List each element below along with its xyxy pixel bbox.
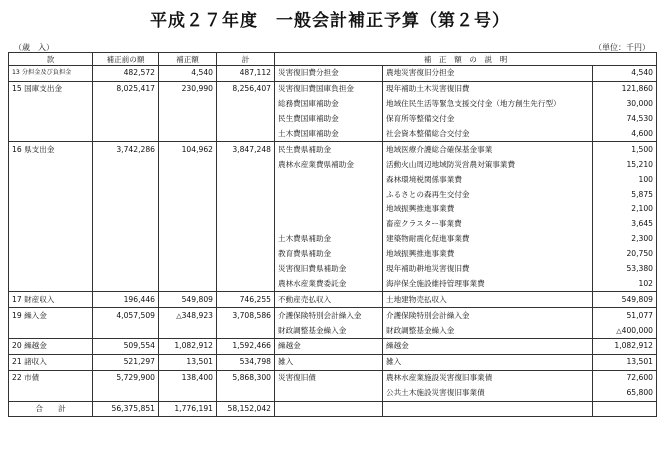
row-detail: 公共土木施設災害復旧事業債 <box>383 386 593 401</box>
row-value <box>593 323 657 338</box>
table-row <box>9 112 657 127</box>
row-value: 5,875 <box>593 187 657 202</box>
row-amount: 549,809 <box>159 292 217 308</box>
row-amount <box>159 157 217 172</box>
row-total: 3,708,586 <box>217 308 275 323</box>
row-item <box>9 202 93 217</box>
negative-mark: △ <box>176 311 182 320</box>
total-total: 58,152,042 <box>217 401 275 417</box>
row-value: 15,210 <box>593 157 657 172</box>
total-empty-cat <box>275 401 383 417</box>
row-total: 534,798 <box>217 354 275 370</box>
row-item: 13 分担金及び負担金 <box>9 66 93 82</box>
row-value: 1,082,912 <box>593 339 657 355</box>
header-amount: 補正額 <box>159 53 217 66</box>
row-amount <box>159 97 217 112</box>
row-value: 53,380 <box>593 262 657 277</box>
row-value: 2,300 <box>593 232 657 247</box>
row-item <box>9 127 93 142</box>
row-value: 30,000 <box>593 97 657 112</box>
row-detail: 建築物耐震化促進事業費 <box>383 232 593 247</box>
row-item <box>9 386 93 401</box>
row-total <box>217 112 275 127</box>
row-detail: 地域振興推進事業費 <box>383 247 593 262</box>
table-row <box>9 247 657 262</box>
row-amount <box>159 276 217 291</box>
row-before: 482,572 <box>93 66 159 82</box>
row-category: 農林水産業費委託金 <box>275 276 383 291</box>
total-label: 合 計 <box>9 401 93 417</box>
table-row <box>9 232 657 247</box>
row-value: 65,800 <box>593 386 657 401</box>
table-row <box>9 217 657 232</box>
row-category: 災害復旧費分担金 <box>275 66 383 82</box>
row-before: 5,729,900 <box>93 370 159 385</box>
row-detail: 社会資本整備総合交付金 <box>383 127 593 142</box>
row-total <box>217 232 275 247</box>
row-amount <box>159 386 217 401</box>
row-amount <box>159 112 217 127</box>
row-value: 51,077 <box>593 308 657 323</box>
row-item <box>9 262 93 277</box>
row-item: 20 繰越金 <box>9 339 93 355</box>
row-detail: 森林環境税関係事業費 <box>383 172 593 187</box>
total-amount: 1,776,191 <box>159 401 217 417</box>
row-item <box>9 157 93 172</box>
row-before <box>93 247 159 262</box>
table-row <box>9 142 657 157</box>
row-detail: 農林水産業施設災害復旧事業債 <box>383 370 593 385</box>
table-row <box>9 354 657 370</box>
row-detail: 財政調整基金繰入金 <box>383 323 593 338</box>
row-before <box>93 157 159 172</box>
row-detail: 活動火山周辺地域防災営農対策事業費 <box>383 157 593 172</box>
row-before <box>93 232 159 247</box>
row-item <box>9 112 93 127</box>
row-detail: 海岸保全施設維持管理事業費 <box>383 276 593 291</box>
row-item <box>9 187 93 202</box>
row-category: 財政調整基金繰入金 <box>275 323 383 338</box>
table-row <box>9 262 657 277</box>
row-value: 74,530 <box>593 112 657 127</box>
row-before: 3,742,286 <box>93 142 159 157</box>
table-row <box>9 187 657 202</box>
row-total: 8,256,407 <box>217 81 275 96</box>
row-category <box>275 187 383 202</box>
row-detail: 保育所等整備交付金 <box>383 112 593 127</box>
row-amount <box>159 127 217 142</box>
row-category: 土木費国庫補助金 <box>275 127 383 142</box>
header-explanation: 補 正 額 の 説 明 <box>275 53 657 66</box>
row-category: 介護保険特別会計繰入金 <box>275 308 383 323</box>
row-amount: 13,501 <box>159 354 217 370</box>
row-before <box>93 386 159 401</box>
row-value: 549,809 <box>593 292 657 308</box>
row-item: 22 市債 <box>9 370 93 385</box>
row-value: 72,600 <box>593 370 657 385</box>
row-before <box>93 202 159 217</box>
table-row <box>9 97 657 112</box>
row-item <box>9 217 93 232</box>
row-item <box>9 276 93 291</box>
row-amount <box>159 187 217 202</box>
row-total <box>217 157 275 172</box>
row-detail: 地域住民生活等緊急支援交付金（地方創生先行型） <box>383 97 593 112</box>
table-row <box>9 157 657 172</box>
row-category: 不動産売払収入 <box>275 292 383 308</box>
row-category: 災害復旧費国庫負担金 <box>275 81 383 96</box>
row-total <box>217 323 275 338</box>
table-row <box>9 202 657 217</box>
row-item <box>9 172 93 187</box>
row-amount: 230,990 <box>159 81 217 96</box>
row-total <box>217 97 275 112</box>
row-total <box>217 262 275 277</box>
page-title: 平成２７年度 一般会計補正予算（第２号） <box>150 11 510 31</box>
row-category <box>275 202 383 217</box>
row-amount <box>159 232 217 247</box>
row-total <box>217 386 275 401</box>
row-before: 196,446 <box>93 292 159 308</box>
row-category: 民生費県補助金 <box>275 142 383 157</box>
row-amount: 1,082,912 <box>159 339 217 355</box>
table-row <box>9 370 657 385</box>
row-item <box>9 232 93 247</box>
row-category: 災害復旧債 <box>275 370 383 385</box>
row-category: 民生費国庫補助金 <box>275 112 383 127</box>
row-total: 487,112 <box>217 66 275 82</box>
table-row <box>9 339 657 355</box>
row-before <box>93 172 159 187</box>
row-detail: 地域振興推進事業費 <box>383 202 593 217</box>
row-item: 16 県支出金 <box>9 142 93 157</box>
table-row <box>9 127 657 142</box>
row-total: 3,847,248 <box>217 142 275 157</box>
row-item: 15 国庫支出金 <box>9 81 93 96</box>
table-row <box>9 172 657 187</box>
budget-body <box>9 66 657 402</box>
row-before <box>93 262 159 277</box>
row-item: 21 諸収入 <box>9 354 93 370</box>
row-item <box>9 247 93 262</box>
row-amount <box>159 323 217 338</box>
row-value: 4,540 <box>593 66 657 82</box>
row-category <box>275 217 383 232</box>
row-item: 19 繰入金 <box>9 308 93 323</box>
row-before <box>93 112 159 127</box>
row-total <box>217 172 275 187</box>
row-value: 100 <box>593 172 657 187</box>
table-row <box>9 81 657 96</box>
row-category <box>275 386 383 401</box>
row-category: 土木費県補助金 <box>275 232 383 247</box>
row-amount-value: 348,923 <box>181 310 213 320</box>
row-total <box>217 127 275 142</box>
row-before <box>93 187 159 202</box>
table-row <box>9 308 657 323</box>
total-row <box>9 401 657 417</box>
row-detail: 畜産クラスター事業費 <box>383 217 593 232</box>
row-before <box>93 217 159 232</box>
row-category: 教育費県補助金 <box>275 247 383 262</box>
row-amount: 138,400 <box>159 370 217 385</box>
table-row <box>9 66 657 82</box>
row-before <box>93 97 159 112</box>
row-item <box>9 323 93 338</box>
row-detail: 介護保険特別会計繰入金 <box>383 308 593 323</box>
header-before: 補正前の額 <box>93 53 159 66</box>
row-amount <box>159 308 217 323</box>
row-total <box>217 202 275 217</box>
row-value: 3,645 <box>593 217 657 232</box>
header-total: 計 <box>217 53 275 66</box>
row-detail: 繰越金 <box>383 339 593 355</box>
table-row <box>9 292 657 308</box>
row-amount: 104,962 <box>159 142 217 157</box>
budget-table <box>8 52 657 417</box>
row-before: 4,057,509 <box>93 308 159 323</box>
row-category: 農林水産業費県補助金 <box>275 157 383 172</box>
negative-mark: △ <box>616 326 622 335</box>
row-detail: 雑入 <box>383 354 593 370</box>
row-amount <box>159 262 217 277</box>
row-amount <box>159 217 217 232</box>
header-item: 款 <box>9 53 93 66</box>
row-detail: 現年補助耕地災害復旧費 <box>383 262 593 277</box>
row-value: 2,100 <box>593 202 657 217</box>
row-value: 20,750 <box>593 247 657 262</box>
row-total <box>217 247 275 262</box>
row-total: 5,868,300 <box>217 370 275 385</box>
row-item: 17 財産収入 <box>9 292 93 308</box>
table-row <box>9 386 657 401</box>
table-row <box>9 276 657 291</box>
row-before <box>93 323 159 338</box>
row-detail: 地域医療介護総合確保基金事業 <box>383 142 593 157</box>
row-category: 総務費国庫補助金 <box>275 97 383 112</box>
row-category: 災害復旧費県補助金 <box>275 262 383 277</box>
row-amount: 4,540 <box>159 66 217 82</box>
row-amount <box>159 172 217 187</box>
row-before: 8,025,417 <box>93 81 159 96</box>
row-value: 4,600 <box>593 127 657 142</box>
row-before <box>93 127 159 142</box>
row-detail: 現年補助土木災害復旧費 <box>383 81 593 96</box>
row-value-value: 400,000 <box>621 325 654 335</box>
row-total: 746,255 <box>217 292 275 308</box>
total-empty-detail <box>383 401 593 417</box>
total-before: 56,375,851 <box>93 401 159 417</box>
row-value: 121,860 <box>593 81 657 96</box>
row-amount <box>159 247 217 262</box>
row-category: 繰越金 <box>275 339 383 355</box>
row-value: 13,501 <box>593 354 657 370</box>
table-row <box>9 323 657 338</box>
total-empty-value <box>593 401 657 417</box>
row-detail: 土地建物売払収入 <box>383 292 593 308</box>
row-before <box>93 276 159 291</box>
row-total <box>217 276 275 291</box>
row-value: 1,500 <box>593 142 657 157</box>
row-detail: 農地災害復旧分担金 <box>383 66 593 82</box>
row-total: 1,592,466 <box>217 339 275 355</box>
row-value: 102 <box>593 276 657 291</box>
row-before: 509,554 <box>93 339 159 355</box>
row-before: 521,297 <box>93 354 159 370</box>
row-detail: ふるさとの森再生交付金 <box>383 187 593 202</box>
table-header-row <box>9 53 657 66</box>
row-item <box>9 97 93 112</box>
row-category: 雑入 <box>275 354 383 370</box>
row-amount <box>159 202 217 217</box>
row-total <box>217 187 275 202</box>
row-category <box>275 172 383 187</box>
row-total <box>217 217 275 232</box>
unit-label: （単位：千円） <box>594 43 650 52</box>
section-label: （歳 入） <box>14 43 54 52</box>
